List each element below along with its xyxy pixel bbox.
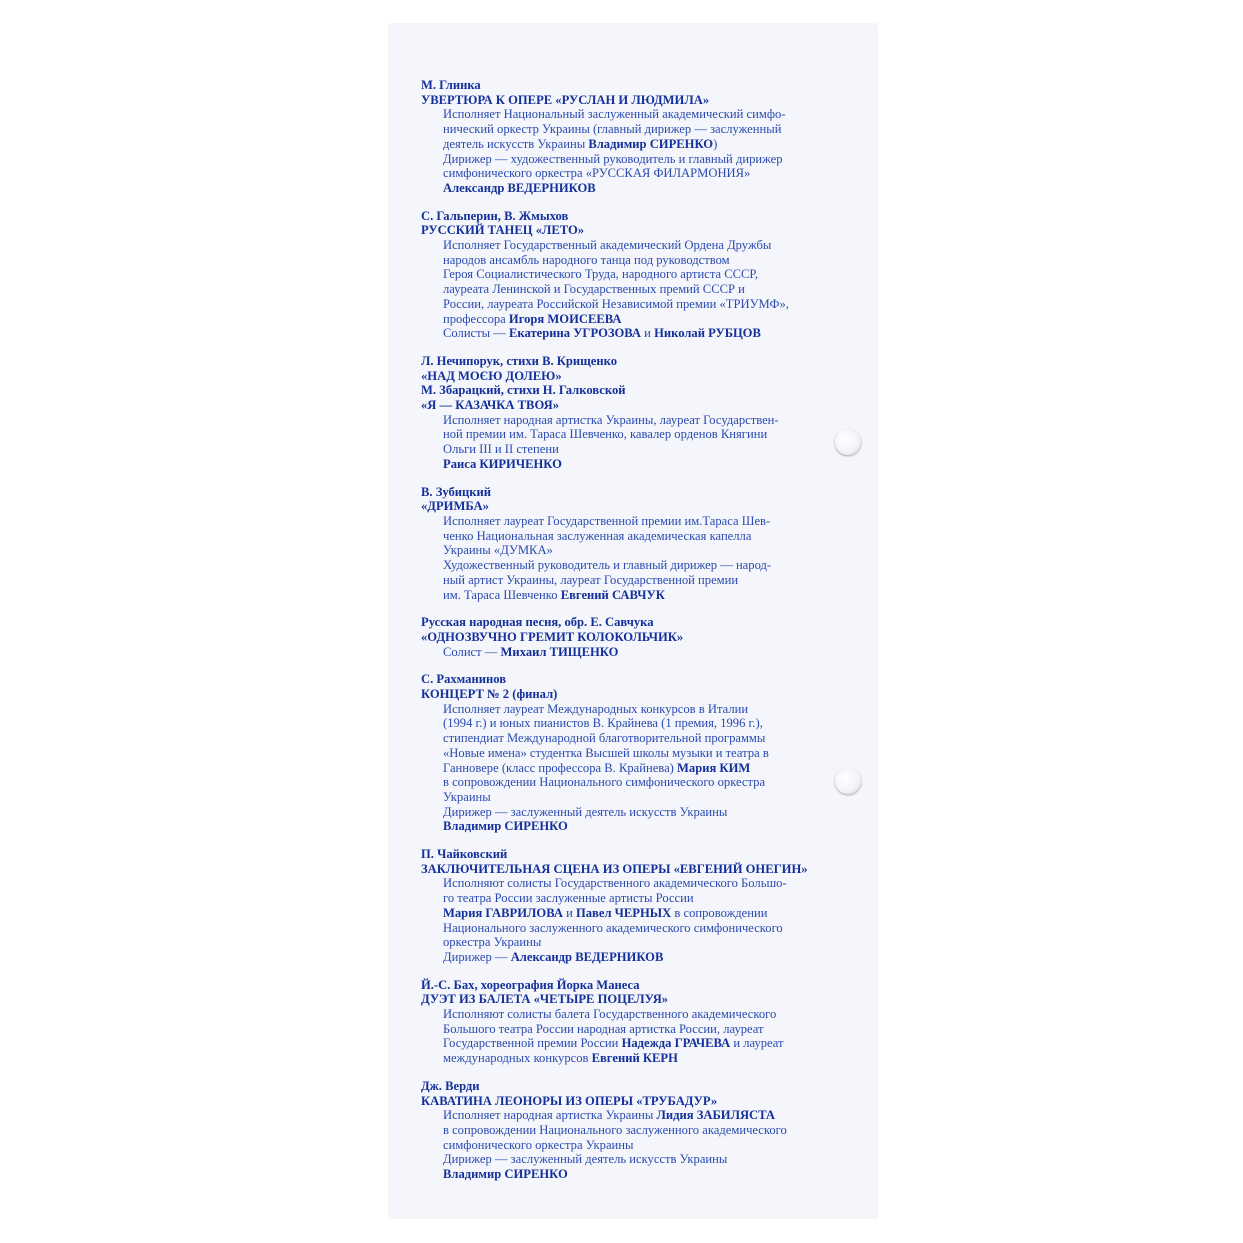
performer-name: Игоря МОИСЕЕВА xyxy=(508,311,622,326)
work-title: «ОДНОЗВУЧНО ГРЕМИТ КОЛОКОЛЬЧИК» xyxy=(421,629,684,644)
text-segment: в сопровождении xyxy=(671,905,768,920)
text-segment: им. Тараса Шевченко xyxy=(443,587,561,602)
text-segment: Ганновере (класс профессора В. Крайнева) xyxy=(443,760,678,775)
composer: Л. Нечипорук, стихи В. Крищенко xyxy=(421,353,618,368)
text-segment: Дирижер — заслуженный деятель искусств Украины xyxy=(443,804,728,819)
text-segment: симфонического оркестра Украины xyxy=(443,1137,634,1152)
description-line xyxy=(443,238,871,253)
description-line xyxy=(443,529,871,544)
description-line xyxy=(443,891,871,906)
text-segment: лауреата Ленинской и Государственных премий СССР и xyxy=(443,282,745,297)
description-line xyxy=(443,312,871,327)
performer-name: Михаил ТИЩЕНКО xyxy=(500,644,619,659)
description-line xyxy=(443,731,871,746)
composer: Й.-С. Бах, хореография Йорка Манеса xyxy=(421,977,640,992)
description-line xyxy=(443,543,871,558)
text-segment: Исполняет Государственный академический Ордена Дружбы xyxy=(443,238,772,253)
composer: Дж. Верди xyxy=(421,1078,480,1093)
work-title: КОНЦЕРТ № 2 (финал) xyxy=(421,687,558,702)
description-line xyxy=(443,457,871,472)
composer: С. Гальперин, В. Жмыхов xyxy=(421,208,569,223)
performer-description xyxy=(421,1108,871,1182)
text-segment: ный артист Украины, лауреат Государственной премии xyxy=(443,572,739,587)
text-segment: Солист — xyxy=(443,644,501,659)
description-line xyxy=(443,702,871,717)
description-line xyxy=(443,588,871,603)
performer-description xyxy=(421,413,871,472)
description-line xyxy=(443,514,871,529)
work-title: УВЕРТЮРА К ОПЕРЕ «РУСЛАН И ЛЮДМИЛА» xyxy=(421,92,710,107)
text-segment: Исполняет народная артистка Украины xyxy=(443,1108,657,1123)
text-segment: и xyxy=(562,905,576,920)
performer-name: Надежда ГРАЧЕВА xyxy=(621,1036,731,1051)
text-segment: ченко Национальная заслуженная академическая капелла xyxy=(443,528,752,543)
composer: М. Збарацкий, стихи Н. Галковской xyxy=(421,383,626,398)
text-segment: и лауреат xyxy=(730,1036,784,1051)
text-segment: Героя Социалистического Труда, народного артиста СССР, xyxy=(443,267,759,282)
performer-name: Павел ЧЕРНЫХ xyxy=(575,905,672,920)
description-line xyxy=(443,1152,871,1167)
description-line xyxy=(443,1007,871,1022)
description-line xyxy=(443,181,871,196)
description-line xyxy=(443,558,871,573)
program-item xyxy=(421,847,871,965)
text-segment: Исполняет лауреат Международных конкурсов в Италии xyxy=(443,701,749,716)
text-segment: Дирижер — xyxy=(443,949,511,964)
description-line xyxy=(443,1123,871,1138)
description-line xyxy=(443,1167,871,1182)
performer-description xyxy=(421,702,871,834)
description-line xyxy=(443,253,871,268)
description-line xyxy=(443,790,871,805)
description-line xyxy=(443,746,871,761)
program-item xyxy=(421,1079,871,1182)
text-segment: ной премии им. Тараса Шевченко, кавалер орденов Княгини xyxy=(443,427,768,442)
text-segment: Украины xyxy=(443,789,491,804)
composer: Русская народная песня, обр. Е. Савчука xyxy=(421,615,654,630)
text-segment: в сопровождении Национального заслуженного академического xyxy=(443,1123,787,1137)
text-segment: Художественный руководитель и главный дирижер — народ- xyxy=(443,558,772,573)
text-segment: ) xyxy=(713,136,718,151)
description-line xyxy=(443,326,871,341)
text-segment: Исполняют солисты балета Государственного академического xyxy=(443,1007,777,1022)
program-item xyxy=(421,78,871,196)
text-segment: народов ансамбль народного танца под руководством xyxy=(443,252,730,267)
description-line xyxy=(443,950,871,965)
performer-name: Екатерина УГРОЗОВА xyxy=(509,326,642,341)
description-line xyxy=(443,413,871,428)
work-title: «НАД МОЄЮ ДОЛЕЮ» xyxy=(421,368,562,383)
performer-description xyxy=(421,238,871,341)
performer-name: Владимир СИРЕНКО xyxy=(443,819,568,834)
description-line xyxy=(443,906,871,921)
performer-name: Владимир СИРЕНКО xyxy=(443,1167,568,1182)
performer-name: Александр ВЕДЕРНИКОВ xyxy=(443,180,596,195)
description-line xyxy=(443,645,871,660)
performer-description xyxy=(421,645,871,660)
work-title: РУССКИЙ ТАНЕЦ «ЛЕТО» xyxy=(421,223,585,238)
composer: В. Зубицкий xyxy=(421,484,492,499)
text-segment: симфонического оркестра «РУССКАЯ ФИЛАРМОНИЯ» xyxy=(443,166,751,181)
description-line xyxy=(443,267,871,282)
program-item xyxy=(421,354,871,472)
performer-name: Мария КИМ xyxy=(677,760,751,775)
text-segment: деятель искусств Украины xyxy=(443,136,589,151)
program-item xyxy=(421,485,871,603)
composer: С. Рахманинов xyxy=(421,672,507,687)
composer: П. Чайковский xyxy=(421,847,508,862)
performer-description xyxy=(421,107,871,195)
performer-name: Александр ВЕДЕРНИКОВ xyxy=(510,949,664,964)
description-line xyxy=(443,1138,871,1153)
work-title: КАВАТИНА ЛЕОНОРЫ ИЗ ОПЕРЫ «ТРУБАДУР» xyxy=(421,1093,718,1108)
description-line xyxy=(443,137,871,152)
text-segment: стипендиат Международной благотворительной программы xyxy=(443,731,766,746)
description-line xyxy=(443,297,871,312)
description-line xyxy=(443,1108,871,1123)
text-segment: Исполняет лауреат Государственной премии им.Тараса Шев- xyxy=(443,513,771,528)
performer-name: Владимир СИРЕНКО xyxy=(588,136,714,151)
text-segment: оркестра Украины xyxy=(443,935,542,950)
description-line xyxy=(443,1036,871,1051)
description-line xyxy=(443,282,871,297)
performer-name: Раиса КИРИЧЕНКО xyxy=(443,456,562,471)
description-line xyxy=(443,107,871,122)
description-line xyxy=(443,122,871,137)
text-segment: в сопровождении Национального симфонического оркестра xyxy=(443,775,766,790)
text-segment: Государственной премии России xyxy=(443,1036,622,1051)
program-item xyxy=(421,615,871,659)
description-line xyxy=(443,442,871,457)
performer-name: Лидия ЗАБИЛЯСТА xyxy=(656,1108,776,1123)
description-line xyxy=(443,805,871,820)
description-line xyxy=(443,775,871,790)
description-line xyxy=(443,819,871,834)
text-segment: Национального заслуженного академического симфонического xyxy=(443,920,783,935)
description-line xyxy=(443,152,871,167)
text-segment: Дирижер — заслуженный деятель искусств Украины xyxy=(443,1152,728,1167)
work-title: ДУЭТ ИЗ БАЛЕТА «ЧЕТЫРЕ ПОЦЕЛУЯ» xyxy=(421,992,669,1007)
performer-description xyxy=(421,1007,871,1066)
text-segment: Большого театра России народная артистка России, лауреат xyxy=(443,1021,764,1036)
description-line xyxy=(443,1051,871,1066)
text-segment: международных конкурсов xyxy=(443,1051,592,1066)
work-title: ЗАКЛЮЧИТЕЛЬНАЯ СЦЕНА ИЗ ОПЕРЫ «ЕВГЕНИЙ ОНЕГИН» xyxy=(421,861,808,876)
program-item xyxy=(421,672,871,834)
text-segment: нический оркестр Украины (главный дирижер — заслуженный xyxy=(443,122,782,137)
text-segment: Дирижер — художественный руководитель и главный дирижер xyxy=(443,151,783,166)
description-line xyxy=(443,716,871,731)
text-segment: Исполняет Национальный заслуженный академический симфо- xyxy=(443,107,786,122)
text-segment: го театра России заслуженные артисты России xyxy=(443,891,694,906)
performer-name: Евгений САВЧУК xyxy=(560,587,665,602)
text-segment: (1994 г.) и юных пианистов В. Крайнева (1 премия, 1996 г.), xyxy=(443,716,763,731)
text-segment: «Новые имена» студентка Высшей школы музыки и театра в xyxy=(443,745,769,760)
text-segment: Исполняет народная артистка Украины, лауреат Государствен- xyxy=(443,412,779,427)
text-segment: Солисты — xyxy=(443,326,510,341)
description-line xyxy=(443,935,871,950)
composer: М. Глинка xyxy=(421,78,481,92)
performer-description xyxy=(421,876,871,964)
text-segment: Исполняют солисты Государственного академического Большо- xyxy=(443,876,787,891)
description-line xyxy=(443,1022,871,1037)
text-segment: Украины «ДУМКА» xyxy=(443,543,553,558)
description-line xyxy=(443,573,871,588)
program-item xyxy=(421,978,871,1066)
performer-name: Евгений КЕРН xyxy=(591,1051,678,1066)
description-line xyxy=(443,427,871,442)
description-line xyxy=(443,761,871,776)
description-line xyxy=(443,876,871,891)
work-title: «ДРИМБА» xyxy=(421,499,489,514)
description-line xyxy=(443,921,871,936)
performer-description xyxy=(421,514,871,602)
program-item xyxy=(421,209,871,341)
text-segment: и xyxy=(641,326,655,341)
concert-program xyxy=(421,78,871,1195)
work-title: «Я — КАЗАЧКА ТВОЯ» xyxy=(421,398,560,413)
description-line xyxy=(443,166,871,181)
performer-name: Мария ГАВРИЛОВА xyxy=(443,905,563,920)
text-segment: Ольги III и II степени xyxy=(443,442,559,457)
text-segment: России, лауреата Российской Независимой премии «ТРИУМФ», xyxy=(443,296,789,311)
text-segment: профессора xyxy=(443,311,509,326)
performer-name: Николай РУБЦОВ xyxy=(654,326,761,341)
